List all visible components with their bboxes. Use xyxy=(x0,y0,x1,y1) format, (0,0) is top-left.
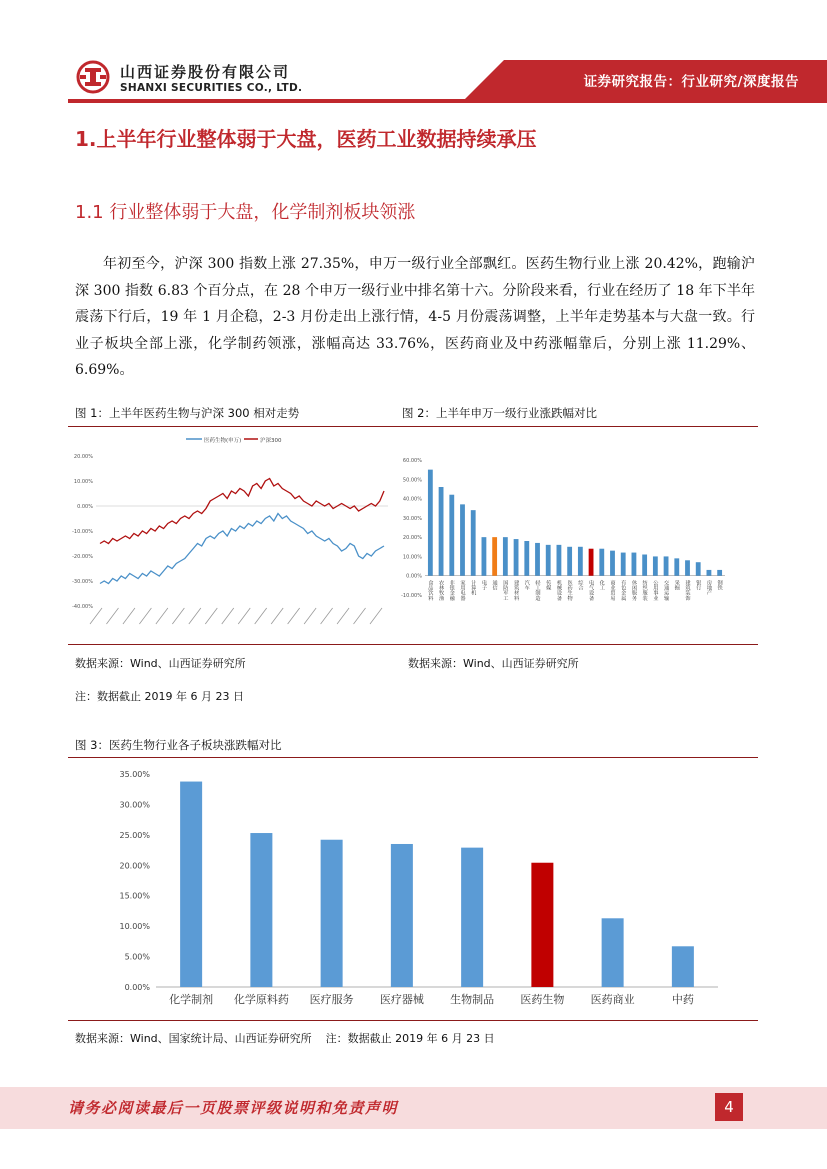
bar xyxy=(602,918,624,987)
y-tick-label: 0.00% xyxy=(124,983,150,992)
bar xyxy=(524,541,529,576)
bar xyxy=(321,840,343,987)
category-label: 建筑装饰 xyxy=(684,579,691,601)
bar xyxy=(707,570,712,576)
fig1-line-chart xyxy=(68,430,393,640)
y-tick-label: 20.00% xyxy=(402,535,422,542)
header-rule xyxy=(68,99,827,103)
fig3-source: 数据来源：Wind、国家统计局、山西证券研究所 注：数据截止 2019 年 6 月 23 日 xyxy=(75,1032,495,1045)
company-logo-icon xyxy=(76,60,110,94)
data-note: 注：数据截止 2019 年 6 月 23 日 xyxy=(75,690,244,703)
bar xyxy=(674,558,679,575)
bar xyxy=(461,848,483,987)
bar xyxy=(492,537,497,576)
x-tick-label xyxy=(337,608,349,624)
bar xyxy=(514,539,519,576)
x-tick-label xyxy=(370,608,382,624)
bar xyxy=(391,844,413,987)
bar xyxy=(460,504,465,575)
bar xyxy=(535,543,540,576)
bar xyxy=(685,560,690,575)
y-tick-label: 20.00% xyxy=(119,861,150,871)
category-label: 中药 xyxy=(671,993,694,1006)
category-label: 化学制剂 xyxy=(169,993,214,1006)
category-label: 食品饮料 xyxy=(427,579,434,601)
bar xyxy=(642,555,647,576)
section-heading: 1.上半年行业整体弱于大盘，医药工业数据持续承压 xyxy=(75,127,537,151)
x-tick-label xyxy=(172,608,184,624)
category-label: 机械设备 xyxy=(555,579,562,601)
report-type: 证券研究报告：行业研究/深度报告 xyxy=(583,74,799,90)
legend-label-pharma: 医药生物(申万) xyxy=(204,438,242,444)
category-label: 化工 xyxy=(598,579,605,591)
bar xyxy=(672,946,694,987)
category-label: 医药生物 xyxy=(566,579,573,601)
x-tick-label xyxy=(222,608,234,624)
bar xyxy=(610,551,615,576)
category-label: 休闲服务 xyxy=(630,579,637,601)
fig2-title: 图 2：上半年申万一级行业涨跌幅对比 xyxy=(402,406,597,420)
fig2-source: 数据来源：Wind、山西证券研究所 xyxy=(408,657,579,670)
bar xyxy=(599,549,604,576)
fig3-title: 图 3：医药生物行业各子板块涨跌幅对比 xyxy=(75,738,282,752)
category-label: 农林牧渔 xyxy=(438,579,445,601)
bar xyxy=(589,549,594,576)
category-label: 交通运输 xyxy=(663,579,670,601)
category-label: 房地产 xyxy=(705,579,712,596)
y-tick-label: 50.00% xyxy=(402,477,422,484)
bar xyxy=(250,833,272,987)
category-label: 国防军工 xyxy=(502,579,509,601)
category-label: 纺织服装 xyxy=(641,579,648,601)
y-tick-label: -40.00% xyxy=(72,604,93,610)
x-tick-label xyxy=(139,608,151,624)
x-tick-label xyxy=(90,608,102,624)
bar xyxy=(578,547,583,576)
subsection-heading: 1.1 行业整体弱于大盘，化学制剂板块领涨 xyxy=(75,202,416,223)
bar xyxy=(546,545,551,576)
category-label: 建筑材料 xyxy=(513,579,520,601)
bar xyxy=(471,510,476,576)
bar xyxy=(180,782,202,987)
y-tick-label: 30.00% xyxy=(119,800,150,810)
fig3-top-rule xyxy=(68,757,758,758)
x-tick-label xyxy=(156,608,168,624)
category-label: 生物制品 xyxy=(450,993,495,1006)
category-label: 电子 xyxy=(480,579,487,591)
bar xyxy=(449,495,454,576)
category-label: 汽车 xyxy=(523,579,530,591)
footer-disclaimer: 请务必阅读最后一页股票评级说明和免责声明 xyxy=(68,1099,399,1117)
y-tick-label: 0.00% xyxy=(77,504,93,510)
company-name-cn: 山西证券股份有限公司 xyxy=(120,63,291,81)
y-tick-label: 35.00% xyxy=(119,770,150,779)
x-tick-label xyxy=(205,608,217,624)
category-label: 采掘 xyxy=(673,579,680,591)
category-label: 综合 xyxy=(577,579,584,591)
category-label: 公用事业 xyxy=(652,579,659,601)
bar xyxy=(567,547,572,576)
category-label: 银行 xyxy=(695,579,702,591)
bar xyxy=(482,537,487,576)
paragraph-text: 年初至今，沪深 300 指数上涨 27.35%，申万一级行业全部飘红。医药生物行业上涨 20.42%，跑输沪深 300 指数 6.83 个百分点，在 28 个申万一级行业中排名第十六。分阶段来看，行业在经历了 18 年下半年震荡下行后，19 年 1 月企稳，2-3 月份走出上涨行情，4-5 月份震荡调整，上半年走势基本与大盘一致。行业子板块全部上涨，化学制药领涨，涨幅高达 33.76%，医药商业及中药涨幅靠后，分别上涨 11.29%、6.69%。 xyxy=(75,256,755,378)
category-label: 电气设备 xyxy=(588,579,595,601)
bar xyxy=(621,553,626,576)
y-tick-label: 10.00% xyxy=(119,922,150,932)
company-name-en: SHANXI SECURITIES CO., LTD. xyxy=(120,82,303,94)
x-tick-label xyxy=(354,608,366,624)
y-tick-label: -30.00% xyxy=(72,579,93,585)
category-label: 钢铁 xyxy=(716,579,723,591)
bar xyxy=(439,487,444,576)
x-tick-label xyxy=(321,608,333,624)
category-label: 医疗器械 xyxy=(379,993,424,1006)
y-tick-label: 10.00% xyxy=(402,554,422,561)
y-tick-label: -20.00% xyxy=(72,554,93,560)
x-tick-label xyxy=(288,608,300,624)
fig-bottom-rule xyxy=(68,644,758,645)
category-label: 家用电器 xyxy=(459,579,466,601)
bar xyxy=(717,570,722,576)
bar xyxy=(503,537,508,576)
x-tick-label xyxy=(123,608,135,624)
series-line xyxy=(100,514,384,584)
fig-top-rule xyxy=(68,426,758,427)
fig2-bar-chart xyxy=(395,440,730,640)
bar xyxy=(664,556,669,575)
y-tick-label: 0.00% xyxy=(406,573,422,580)
fig3-bottom-rule xyxy=(68,1020,758,1021)
category-label: 医疗服务 xyxy=(309,993,354,1006)
bar xyxy=(557,545,562,576)
category-label: 轻工制造 xyxy=(534,579,541,601)
body-paragraph xyxy=(75,251,755,384)
category-label: 通信 xyxy=(491,579,498,591)
bar xyxy=(531,863,553,987)
fig1-title: 图 1：上半年医药生物与沪深 300 相对走势 xyxy=(75,406,300,420)
category-label: 化学原料药 xyxy=(233,993,289,1006)
y-tick-label: 25.00% xyxy=(119,830,150,840)
bar xyxy=(653,556,658,575)
x-tick-label xyxy=(304,608,316,624)
fig3-bar-chart xyxy=(68,762,758,1017)
category-label: 有色金属 xyxy=(620,579,627,601)
bar xyxy=(428,470,433,576)
x-tick-label xyxy=(238,608,250,624)
y-tick-label: 40.00% xyxy=(402,496,422,503)
category-label: 计算机 xyxy=(470,579,477,596)
x-tick-label xyxy=(189,608,201,624)
legend-label-hs300: 沪深300 xyxy=(260,438,282,444)
y-tick-label: 5.00% xyxy=(124,952,150,962)
y-tick-label: -10.00% xyxy=(401,593,422,599)
x-tick-label xyxy=(271,608,283,624)
y-tick-label: 10.00% xyxy=(73,479,93,485)
category-label: 医药生物 xyxy=(520,993,565,1006)
x-tick-label xyxy=(106,608,118,624)
category-label: 医药商业 xyxy=(590,993,635,1006)
y-tick-label: 60.00% xyxy=(402,458,422,464)
bar xyxy=(632,553,637,576)
category-label: 传媒 xyxy=(545,579,552,591)
x-tick-label xyxy=(255,608,267,624)
y-tick-label: 20.00% xyxy=(73,454,93,460)
page-number: 4 xyxy=(715,1093,743,1121)
y-tick-label: 30.00% xyxy=(402,515,422,522)
y-tick-label: -10.00% xyxy=(72,529,93,535)
series-line xyxy=(100,479,384,544)
category-label: 商业贸易 xyxy=(609,579,616,601)
bar xyxy=(696,562,701,576)
fig1-source: 数据来源：Wind、山西证券研究所 xyxy=(75,657,246,670)
category-label: 非银金融 xyxy=(448,579,455,601)
y-tick-label: 15.00% xyxy=(119,891,150,901)
